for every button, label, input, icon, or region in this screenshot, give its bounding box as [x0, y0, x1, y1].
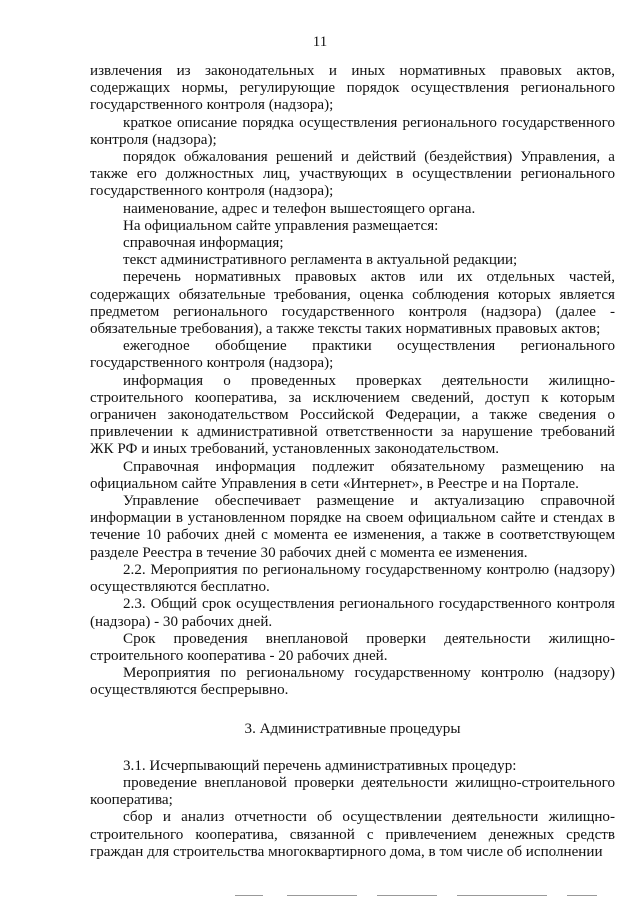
para-continuous: Мероприятия по региональному государственному контролю (надзору) осуществляются беспрерывно.: [90, 665, 615, 699]
section-heading: 3. Административные процедуры: [244, 720, 461, 737]
para-annual-summary: ежегодное обобщение практики осуществления регионального государственного контроля (надзора);: [90, 338, 615, 372]
para-2-2: 2.2. Мероприятия по региональному государственному контролю (надзору) осуществляются бесплатно.: [90, 561, 615, 596]
para-unscheduled-term: Срок проведения внеплановой проверки деятельности жилищно-строительного кооператива - 20 рабочих дней.: [90, 630, 615, 664]
para-unscheduled-inspection: проведение внеплановой проверки деятельности жилищно-строительного кооператива;: [90, 774, 615, 809]
para-2-3: 2.3. Общий срок осуществления регионального государственного контроля (надзора) - 30 рабочих дней.: [90, 596, 615, 630]
para-legal-acts-list: перечень нормативных правовых актов или их отдельных частей, содержащих обязательные требования, оценка соблюдения которых является предметом регионального государственного контроля (надзора) (далее - обязательные требования), а также тексты таких нормативных правовых актов;: [90, 269, 615, 338]
paragraphs-top: [90, 63, 615, 700]
para-official-site: На официальном сайте управления размещается:: [123, 217, 439, 234]
para-update-info: Управление обеспечивает размещение и актуализацию справочной информации в установленном порядке на своем официальном сайте и стендах в течение 10 рабочих дней с момента ее изменения, а также в соответствующем разделе Реестра в течение 30 рабочих дней с момента ее изменения.: [90, 493, 615, 561]
para-brief-description: краткое описание порядка осуществления регионального государственного контроля (надзора);: [90, 114, 615, 148]
para-appeal-procedure: порядок обжалования решений и действий (бездействия) Управления, а также его должностных лиц, участвующих в осуществлении регионального государственного контроля (надзора);: [90, 149, 615, 200]
para-regulation-text: текст административного регламента в актуальной редакции;: [123, 252, 518, 269]
para-inspections-info: информация о проведенных проверках деятельности жилищно-строительного кооператива, за исключением сведений, доступ к которым ограничен законодательством Российской Федерации, а также сведения о привлечении к административной ответственности за нарушение требований ЖК РФ и иных требований, установленных законодательством.: [90, 372, 615, 458]
page-number: 11: [312, 34, 328, 50]
document-body: [90, 63, 615, 861]
para-reporting-analysis: сбор и анализ отчетности об осуществлении деятельности жилищно-строительного кооператива, связанной с привлечением денежных средств граждан для строительства многоквартирного дома, в том числе об исполнении: [90, 809, 615, 860]
scan-artifact-marks: [235, 893, 605, 899]
para-3-1: 3.1. Исчерпывающий перечень административных процедур:: [123, 757, 517, 774]
para-mandatory-publication: Справочная информация подлежит обязательному размещению на официальном сайте Управления в сети «Интернет», в Реестре и на Портале.: [90, 458, 615, 492]
para-higher-authority: наименование, адрес и телефон вышестоящего органа.: [123, 200, 476, 217]
para-reference-info: справочная информация;: [123, 235, 284, 252]
paragraphs-bottom: [90, 758, 615, 861]
para-extracts: извлечения из законодательных и иных нормативных правовых актов, содержащих нормы, регулирующие порядок осуществления регионального государственного контроля (надзора);: [90, 63, 615, 114]
